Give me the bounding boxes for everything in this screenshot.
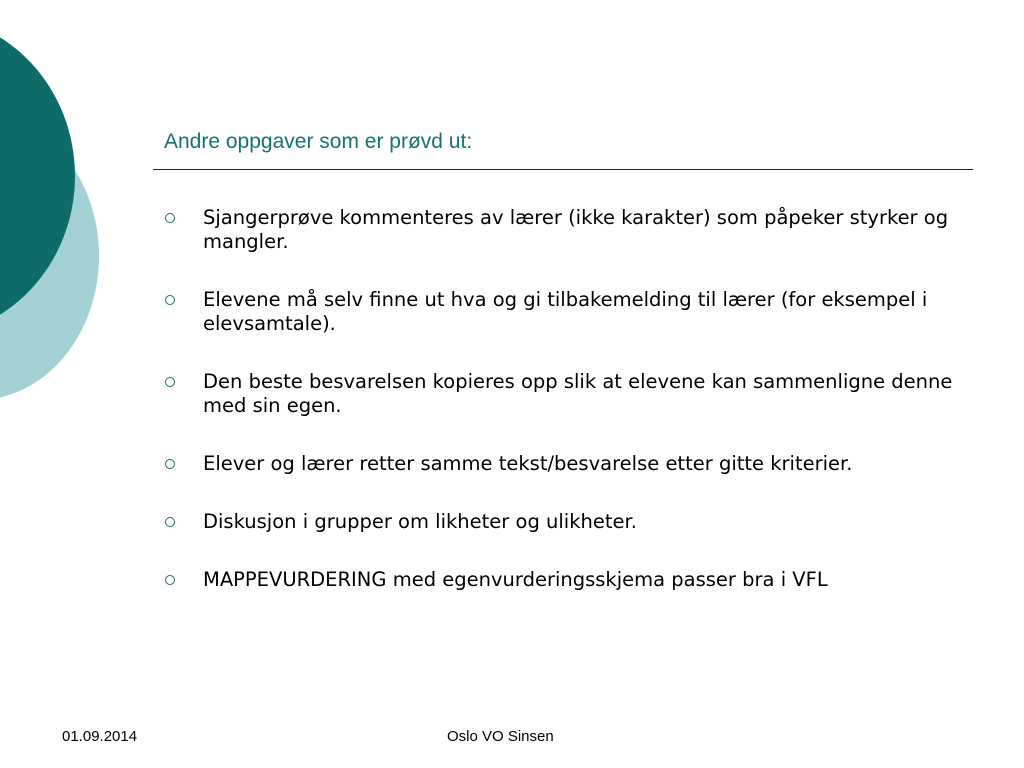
list-item [162,510,962,534]
title-divider [153,169,973,170]
hollow-circle-bullet-icon [165,459,175,469]
list-item [162,452,962,476]
bullet-text: Den beste besvarelsen kopieres opp slik at elevene kan sammenligne denne med sin egen. [203,370,953,417]
bullet-text: Diskusjon i grupper om likheter og ulikheter. [203,510,637,533]
bullet-text: MAPPEVURDERING med egenvurderingsskjema passer bra i VFL [203,568,828,591]
footer-location: Oslo VO Sinsen [447,728,554,745]
hollow-circle-bullet-icon [165,575,175,585]
list-item [162,206,962,254]
footer-date: 01.09.2014 [62,728,138,745]
bullet-list [162,206,962,626]
slide-title: Andre oppgaver som er prøvd ut: [164,130,473,153]
hollow-circle-bullet-icon [165,213,175,223]
bullet-text: Elever og lærer retter samme tekst/besvarelse etter gitte kriterier. [203,452,853,475]
list-item [162,370,962,418]
list-item [162,288,962,336]
hollow-circle-bullet-icon [165,377,175,387]
list-item [162,568,962,592]
hollow-circle-bullet-icon [165,517,175,527]
hollow-circle-bullet-icon [165,295,175,305]
bullet-text: Elevene må selv finne ut hva og gi tilbakemelding til lærer (for eksempel i elevsamtale). [203,288,928,335]
bullet-text: Sjangerprøve kommenteres av lærer (ikke karakter) som påpeker styrker og mangler. [203,206,949,253]
